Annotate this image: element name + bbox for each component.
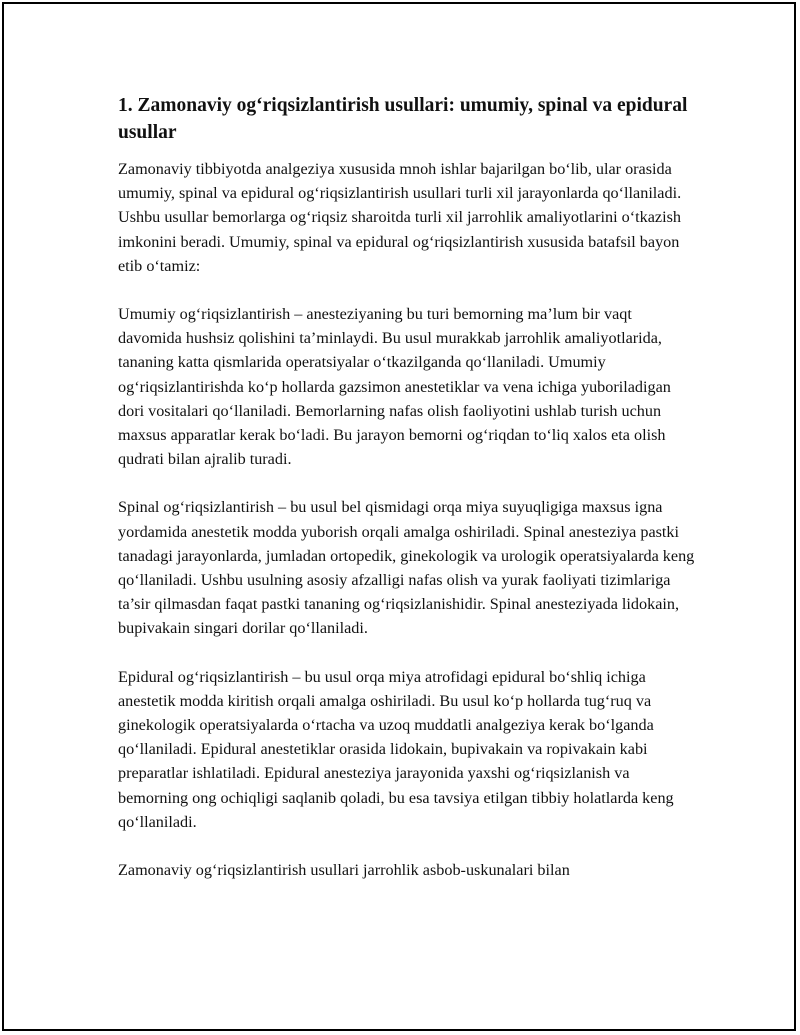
document-body [118, 92, 698, 906]
section-heading: 1. Zamonaviy og‘riqsizlantirish usullari: umumiy, spinal va epidural usullar [118, 95, 688, 143]
paragraph-intro: Zamonaviy tibbiyotda analgeziya xususida mnoh ishlar bajarilgan bo‘lib, ular orasida umumiy, spinal va epidural og‘riqsizlantirish usullari turli xil jarayonlarda qo‘llaniladi. Ushbu usullar bemorlarga og‘riqsiz sharoitda turli xil jarrohlik amaliyotlarini o‘tkazish imkonini beradi. Umumiy, spinal va epidural og‘riqsizlantirish xususida batafsil bayon etib o‘tamiz: [118, 160, 682, 275]
paragraph-general-anesthesia: Umumiy og‘riqsizlantirish – anesteziyaning bu turi bemorning ma’lum bir vaqt davomida hushsiz qolishini ta’minlaydi. Bu usul murakkab jarrohlik amaliyotlarida, tananing katta qismlarida operatsiyalar o‘tkazilganda qo‘llaniladi. Umumiy og‘riqsizlantirishda ko‘p hollarda gazsimon anestetiklar va vena ichiga yuboriladigan dori vositalari qo‘llaniladi. Bemorlarning nafas olish faoliyotini ushlab turish uchun maxsus apparatlar kerak bo‘ladi. Bu jarayon bemorni og‘riqdan to‘liq xalos eta olish qudrati bilan ajralib turadi. [118, 305, 671, 469]
paragraph-continuation: Zamonaviy og‘riqsizlantirish usullari jarrohlik asbob-uskunalari bilan [118, 861, 570, 880]
paragraph-epidural-anesthesia: Epidural og‘riqsizlantirish – bu usul orqa miya atrofidagi epidural bo‘shliq ichiga anestetik modda kiritish orqali amalga oshiriladi. Bu usul ko‘p hollarda tug‘ruq va ginekologik operatsiyalarda o‘rtacha va uzoq muddatli analgeziya kerak bo‘lganda qo‘llaniladi. Epidural anestetiklar orasida lidokain, bupivakain va ropivakain kabi preparatlar ishlatiladi. Epidural anesteziya jarayonida yaxshi og‘riqsizlanish va bemorning ong ochiqligi saqlanib qoladi, bu esa tavsiya etilgan tibbiy holatlarda keng qo‘llaniladi. [118, 667, 674, 831]
paragraph-spinal-anesthesia: Spinal og‘riqsizlantirish – bu usul bel qismidagi orqa miya suyuqligiga maxsus igna yordamida anestetik modda yuborish orqali amalga oshiriladi. Spinal anesteziya pastki tanadagi jarayonlarda, jumladan ortopedik, ginekologik va urologik operatsiyalarda keng qo‘llaniladi. Ushbu usulning asosiy afzalligi nafas olish va yurak faoliyati tizimlariga ta’sir qilmasdan faqat pastki tananing og‘riqsizlanishidir. Spinal anesteziyada lidokain, bupivakain singari dorilar qo‘llaniladi. [118, 498, 695, 638]
